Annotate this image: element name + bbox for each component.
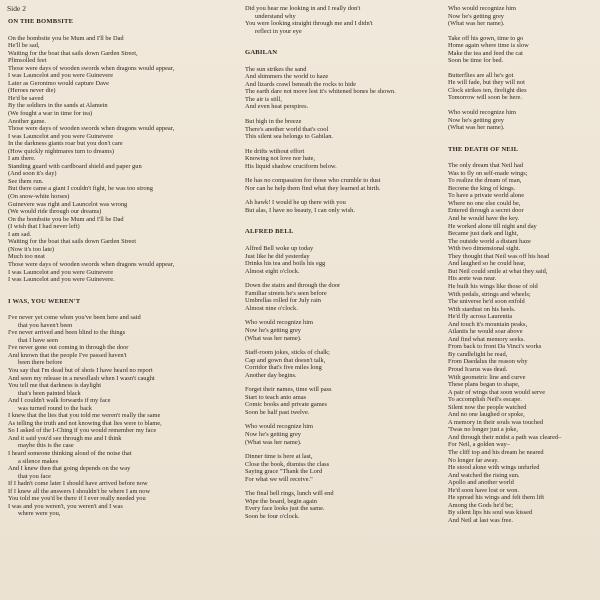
lyric-line: And seen my release in a newsflash when I wasn't caught	[8, 374, 155, 382]
lyric-line: And touch it's mountain peaks,	[448, 320, 528, 328]
lyric-line: Atlantis he would soar above	[448, 328, 523, 336]
stanza-gap	[245, 35, 423, 49]
lyric-line: He'd be saved	[8, 94, 44, 102]
lyrics-column-1	[8, 18, 236, 518]
lyric-line: I've never arrived and been blind to the things	[8, 329, 126, 337]
lyric-line: These plans began to shape,	[448, 381, 520, 389]
stanza-gap	[245, 275, 423, 282]
lyric-line: Home again where time is slow	[448, 42, 529, 50]
lyric-line: The outside world a distant haze	[448, 237, 531, 245]
stanza-gap	[8, 284, 236, 298]
lyric-line: Drinks his tea and boils his egg	[245, 260, 326, 268]
lyric-line: And laughed so he could hear,	[448, 260, 526, 268]
lyric-line: I've never yet come when you've been here and said	[8, 314, 141, 322]
lyric-line: This silent sea belongs to Gabilan.	[245, 133, 334, 141]
lyric-line: reflect in your eye	[255, 27, 302, 35]
lyric-line: To have a private world alone	[448, 192, 525, 200]
lyric-line: By silent lips his soul was kissed	[448, 509, 533, 517]
lyric-line: Who would recognize him	[245, 319, 313, 327]
lyric-line: They thought that Neil was off his head	[448, 252, 550, 260]
lyric-line: Who would recognize him	[245, 423, 313, 431]
lyric-line: Who would recognize him	[448, 5, 516, 12]
song-title: ON THE BOMBSITE	[8, 18, 74, 25]
stanza-gap	[448, 132, 598, 146]
lyric-line: Silent now the people watched	[448, 403, 527, 411]
lyric-line: Now he's getting grey	[448, 12, 504, 20]
lyric-line: A memory in their souls was touched	[448, 418, 544, 426]
lyric-line: Almost eight o'clock.	[245, 267, 300, 275]
lyric-line: Comic books and private games	[245, 401, 327, 409]
lyric-line: Make the tea and feed the cat	[448, 49, 523, 57]
lyric-line: And I knew then that going depends on the way	[8, 465, 131, 473]
lyric-line: He stood alone with wings unfurled	[448, 464, 540, 472]
lyric-line: The air is still,	[245, 95, 282, 103]
lyric-line: (And soon it's day)	[8, 170, 57, 178]
lyric-line: By the soldiers in the sands at Alamein	[8, 102, 108, 110]
lyric-line: Plimsolled feet	[8, 57, 47, 65]
lyric-line: For Neil, a golden way–	[448, 441, 510, 449]
stanza-gap	[245, 483, 423, 490]
lyric-line: To accomplish Neil's escape.	[448, 396, 522, 404]
lyric-line: Soon be four o'clock.	[245, 512, 300, 520]
lyric-line: You say that I'm dead but of shots I have heard no report	[8, 366, 153, 374]
lyric-line: But high in the breeze	[245, 118, 302, 126]
lyric-line: Start to teach anto amas	[245, 393, 307, 401]
lyric-line: Corridor that's five miles long	[245, 364, 322, 372]
lyric-line: (Heroes never die)	[8, 87, 56, 95]
lyric-line: Did you hear me looking in and I really don't	[245, 5, 361, 12]
lyric-line: that's been painted black	[18, 389, 81, 397]
lyric-line: Cap and gown that doesn't talk,	[245, 356, 326, 364]
stanza-gap	[245, 59, 423, 66]
lyric-line: If I knew all the answers I shouldn't be where I am now	[8, 487, 151, 495]
lyric-line: Saying grace "Thank the Lord	[245, 468, 323, 476]
lyric-line: He worked alone till night and day	[448, 222, 537, 230]
lyric-line: (On snow-white horses)	[8, 193, 70, 201]
lyric-line: (Now it's too late)	[8, 245, 55, 253]
side-label: Side 2	[7, 4, 26, 13]
lyric-line: (What was her name).	[245, 334, 302, 342]
lyric-line: The earth dare not move lest it's whitened bones be shown.	[245, 88, 396, 96]
lyric-line: And shimmers the world to haze	[245, 73, 329, 81]
lyric-line: And no one laughed or spoke,	[448, 411, 525, 419]
lyric-line: Later as Geronimo would capture Dave	[8, 79, 109, 87]
lyric-line: And even heat perspires.	[245, 103, 309, 111]
lyric-line: I was and you weren't, you weren't and I was	[8, 502, 123, 510]
stanza-gap	[245, 342, 423, 349]
lyric-line: Tomorrow will soon be here.	[448, 94, 522, 102]
lyric-line: Dinner time is here at last,	[245, 453, 313, 461]
lyric-line: Those were days of wooden swords when dragons would appear,	[8, 125, 175, 133]
lyric-line: A pair of wings that soon would serve	[448, 388, 546, 396]
lyric-line: (How quickly nightmares turn to dreams)	[8, 147, 114, 155]
lyric-line: Ah hawk! I would he up there with you	[245, 199, 346, 207]
lyric-line: Take off his gown, time to go	[448, 34, 524, 42]
lyric-line: He'd soon have lost or won.	[448, 486, 520, 494]
lyric-line: understand why	[255, 12, 296, 20]
lyric-line: The sun strikes the sand	[245, 65, 307, 73]
lyric-line: (We would ride through our dreams)	[8, 208, 102, 216]
lyric-line: (What was her name).	[448, 20, 505, 28]
lyric-line: I was Launcelot and you were Guinevere	[8, 72, 114, 80]
lyric-line: And it said you'd see through me and I think	[8, 434, 122, 442]
lyric-line: And find what memory seeks.	[448, 335, 525, 343]
lyric-line: He has no compassion for those who crumble to dust	[245, 177, 381, 185]
stanza-gap	[245, 446, 423, 453]
lyric-line: The only dream that Neil had	[448, 162, 524, 170]
lyric-line: Waiting for the boat that sails down Garden Street	[8, 238, 136, 246]
lyric-line: Proud Icarus was dead.	[448, 365, 508, 373]
lyric-line: From Daedalus the reason why	[448, 358, 528, 366]
lyric-line: where were you,	[18, 510, 61, 518]
lyric-line: Soon be half past twelve.	[245, 408, 310, 416]
lyric-line: Another game.	[8, 117, 46, 125]
lyric-line: With two dimensional sight.	[448, 245, 521, 253]
lyric-line: You were looking straight through me and I didn't	[245, 20, 373, 28]
lyric-line: For what we will receive."	[245, 475, 313, 483]
lyric-line: And he would have the key.	[448, 215, 520, 223]
lyric-line: No longer far away.	[448, 456, 499, 464]
lyric-line: But Neil could smile at what they said,	[448, 267, 548, 275]
stanza-gap	[245, 170, 423, 177]
lyric-line: Become the king of kings.	[448, 184, 516, 192]
stanza-gap	[245, 141, 423, 148]
lyric-line: Familiar streets he's seen before	[245, 289, 327, 297]
lyric-line: Staff-room jokes, sticks of chalk;	[245, 349, 330, 357]
lyric-line: On the bombsite you be Mum and I'll be Dad	[8, 34, 124, 42]
lyric-line: Those were days of wooden swords when dragons would appear,	[8, 64, 175, 72]
lyric-line: And watched the rising sun.	[448, 471, 520, 479]
lyric-line: The universe he'd soon enfold	[448, 298, 525, 306]
lyric-line: He drifts without effort	[245, 147, 305, 155]
lyric-line: (I wish that I had never left)	[8, 223, 80, 231]
lyric-line: With pedals, strings and wheels;	[448, 290, 531, 298]
lyric-line: The cliff top and his dream he neared	[448, 448, 544, 456]
lyrics-column-2	[245, 5, 423, 520]
lyric-line: Down the stairs and through the door	[245, 282, 341, 290]
lyric-line: On the bombsite you be Mum and I'll be Dad	[8, 215, 124, 223]
lyric-line: Now he's getting grey	[245, 430, 301, 438]
lyric-line: There's another world that's cool	[245, 125, 329, 133]
lyric-line: Knowing not love nor hate,	[245, 155, 316, 163]
lyric-line: Now he's getting grey	[448, 116, 504, 124]
song-title: THE DEATH OF NEIL	[448, 145, 519, 153]
lyric-line: Close the book, dismiss the class	[245, 460, 330, 468]
lyric-line: But alas, I have no beauty, I can only wish.	[245, 206, 355, 214]
stanza-gap	[8, 307, 236, 314]
lyric-line: I was Launcelot and you were Guinevere.	[8, 276, 115, 284]
stanza-gap	[245, 416, 423, 423]
song-title: ALFRED BELL	[245, 228, 294, 236]
lyric-line: Entered through a secret door	[448, 207, 524, 215]
lyric-line: I've never gone out coming in through the door	[8, 344, 129, 352]
lyric-line: I was Launcelot and you were Guinevere	[8, 132, 114, 140]
lyric-line: From back to front Da Vinci's works	[448, 343, 542, 351]
lyric-line: Another day begins.	[245, 371, 297, 379]
lyric-line: Clock strikes ten, firelight dies	[448, 86, 527, 94]
lyric-line: (What was her name).	[245, 438, 302, 446]
stanza-gap	[245, 312, 423, 319]
stanza-gap	[245, 238, 423, 245]
lyric-line: Alfred Bell woke up today	[245, 245, 314, 253]
lyric-line: (What was her name).	[448, 124, 505, 132]
lyric-line: that I have seen	[18, 336, 58, 344]
lyric-line: I knew that the lies that you told me weren't really the same	[8, 412, 161, 420]
stanza-gap	[448, 102, 598, 109]
lyric-line: With stardust on his heels.	[448, 305, 516, 313]
lyric-line: The final bell rings, lunch will end	[245, 490, 334, 498]
stanza-gap	[245, 111, 423, 118]
lyric-line: Almost nine o'clock.	[245, 304, 298, 312]
lyric-line: 'Twas no longer just a joke,	[448, 426, 518, 434]
lyric-line: Among the Gods he'd be;	[448, 501, 514, 509]
lyric-line: He'll be sad,	[8, 42, 40, 50]
stanza-gap	[448, 28, 598, 35]
lyric-line: Was to fly on self-made wings;	[448, 169, 528, 177]
song-title: I WAS, YOU WEREN'T	[8, 297, 81, 305]
stanza-gap	[8, 28, 236, 35]
lyric-line: With geometric line and curve	[448, 373, 526, 381]
stanza-gap	[245, 192, 423, 199]
lyric-line: You told me you'd be there if I ever really needed you	[8, 495, 146, 503]
lyric-line: Now he's getting grey	[245, 326, 301, 334]
lyric-line: Who would recognize him	[448, 109, 516, 117]
lyric-line: maybe this is the case	[18, 442, 74, 450]
lyric-line: I heard someone thinking aloud of the noise that	[8, 449, 132, 457]
lyric-line: To realize the dream of man,	[448, 177, 522, 185]
lyric-line: Much too neat	[8, 253, 45, 261]
lyric-line: Forget their names, time will pass	[245, 386, 332, 394]
lyric-line: (We fought a war in time for tea)	[8, 110, 93, 118]
lyric-line: Just like he did yesterday	[245, 252, 310, 260]
lyric-line: He spread his wings and felt them lift	[448, 494, 545, 502]
lyric-line: that you face	[18, 472, 52, 480]
lyric-line: And Neil at last was free.	[448, 516, 513, 524]
lyric-line: You tell me that darkness is daylight	[8, 382, 102, 390]
lyric-line: a silence makes	[18, 457, 59, 465]
lyric-line: He'd fly across Laurentia	[448, 313, 513, 321]
lyric-line: If I hadn't come later I should have arrived before now	[8, 480, 148, 488]
lyric-line: Became just dark and light,	[448, 230, 519, 238]
lyric-line: Guinevere was right and Launcelot was wrong	[8, 200, 128, 208]
stanza-gap	[245, 214, 423, 228]
lyric-line: In the darkness giants roar but you don't care	[8, 140, 123, 148]
song-title: GABILAN	[245, 49, 278, 57]
lyrics-column-3	[448, 5, 598, 524]
lyric-line: Those were days of wooden swords when dragons would appear,	[8, 260, 175, 268]
lyric-line: He built his wings like those of old	[448, 282, 538, 290]
lyric-line: And lizards crawl beneath the rocks to hide	[245, 80, 356, 88]
lyric-line: So I asked of the I-Ching if you would remember my face	[8, 427, 157, 435]
lyric-line: I am there.	[8, 155, 36, 163]
lyric-line: And through their midst a path was cleared–	[448, 433, 562, 441]
lyric-line: Umbrellas rolled for July rain	[245, 297, 321, 305]
lyric-line: By candlelight he read,	[448, 350, 508, 358]
lyric-line: Nor can he help them find what they learned at birth.	[245, 184, 381, 192]
lyric-line: Apollo and another world	[448, 479, 514, 487]
lyric-line: And known that the people I've passed haven't	[8, 351, 127, 359]
lyric-line: His liquid shadow cruciform below.	[245, 162, 337, 170]
lyric-line: Standing guard with cardboard shield and paper gun	[8, 162, 142, 170]
lyric-line: And I couldn't walk forwards if my face	[8, 397, 111, 405]
lyric-line: been there before	[18, 359, 63, 367]
lyric-line: Wipe the board, begin again	[245, 497, 317, 505]
lyric-line: I am sad.	[8, 230, 32, 238]
lyric-line: Butterflies are all he's got	[448, 71, 514, 79]
lyric-line: His arete was near.	[448, 275, 497, 283]
lyric-line: See them run.	[8, 177, 44, 185]
lyric-line: Waiting for the boat that sails down Garden Street,	[8, 49, 138, 57]
stanza-gap	[448, 65, 598, 72]
lyric-line: was turned round to the back	[18, 404, 93, 412]
lyric-line: But there came a giant I couldn't fight, he was too strong	[8, 185, 153, 193]
lyric-line: He will fade, but they will not	[448, 79, 525, 87]
lyric-line: that you haven't been	[18, 321, 73, 329]
lyric-line: Where no one else could be,	[448, 199, 521, 207]
lyric-line: I was Launcelot and you were Guinevere	[8, 268, 114, 276]
lyric-line: Soon be time for bed.	[448, 57, 504, 65]
stanza-gap	[448, 155, 598, 162]
stanza-gap	[245, 379, 423, 386]
lyric-line: As telling the truth and not knowing that lies were to blame,	[8, 419, 162, 427]
lyric-line: Every face looks just the same.	[245, 505, 325, 513]
